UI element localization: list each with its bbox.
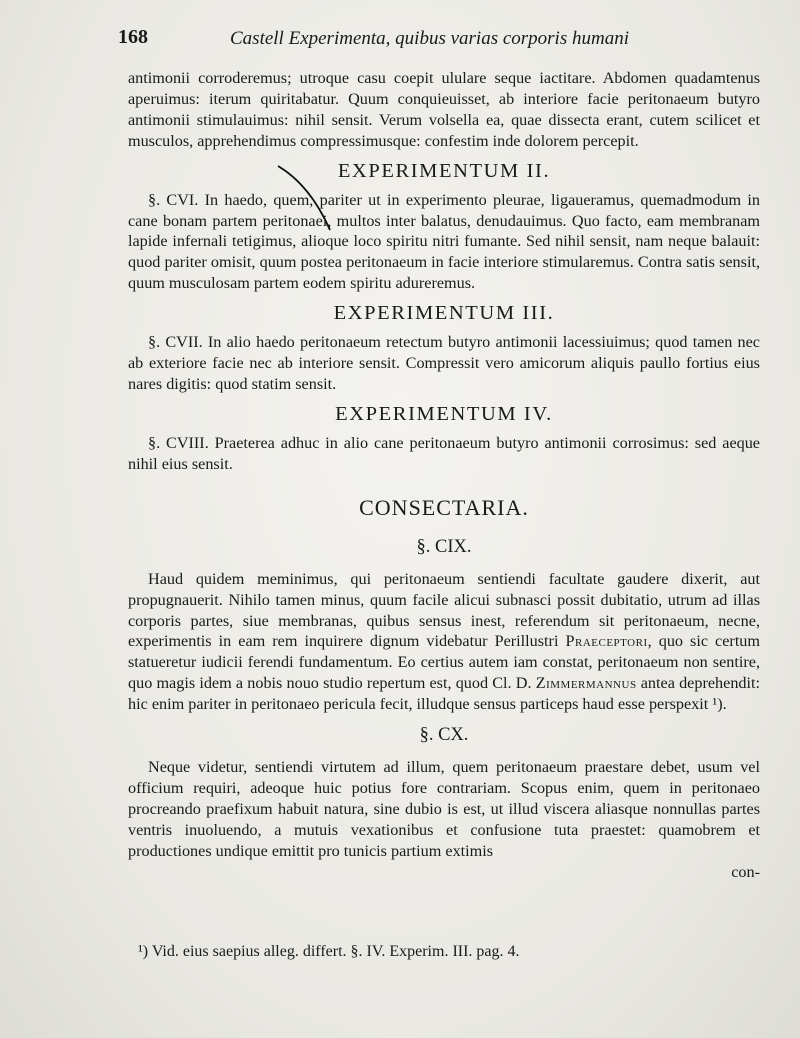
- paragraph-cx: Neque videtur, sentiendi virtutem ad illum, quem peritonaeum praestare debet, usum vel officium requiri, adeoque huic potius fore contrariam. Scopus enim, quem in peritonaeo procreando praefixum habuit natura, sine dubio is est, ut illud viscera aliasque nonnullas partes ventris inuoluendo, a mutuis vexationibus et confusione tuta praestet: quamobrem et productiones undique emittit pro tunicis partium extimis: [128, 758, 760, 860]
- running-title: Castell Experimenta, quibus varias corporis humani: [230, 28, 629, 49]
- paragraph-cvii: §. CVII. In alio haedo peritonaeum retectum butyro antimonii lacessiuimus; quod tamen nec ab exteriore facie nec ab interiore sensit. Compressit vero amicorum aliquis paullo fortius eius nares digitis: quod statim sensit.: [128, 333, 760, 393]
- catchword: con-: [731, 862, 760, 881]
- footnote: ¹) Vid. eius saepius alleg. differt. §. IV. Experim. III. pag. 4.: [138, 943, 520, 960]
- page-body: [128, 68, 760, 882]
- paragraph-cix-part2: , quo sic certum statueretur iudicii ferendi fundamentum. Eo certius autem iam constat, peritonaeum non sentire, quo magis idem a nobis nouo studio repertum est, quod Cl. D.: [128, 632, 760, 693]
- paragraph-cix-part1: Haud quidem meminimus, qui peritonaeum sentiendi facultate gaudere dixerit, aut propugnauerit. Nihilo tamen minus, quum facile alicui subnasci possit dubitatio, utrum ad illas corporis partes, siue membranas, quibus sensus inest, referendum sit peritonaeum, necne, experimentis in eam rem inquirere dignum videbatur Perillustri: [128, 569, 760, 651]
- paragraph-cix: [128, 569, 760, 715]
- heading-consectaria: CONSECTARIA.: [359, 494, 529, 520]
- page-number: 168: [118, 26, 148, 48]
- paragraph-cviii: §. CVIII. Praeterea adhuc in alio cane peritonaeum butyro antimonii corrosimus: sed aeque nihil eius sensit.: [128, 433, 760, 473]
- paragraph-continued: antimonii corroderemus; utroque casu coepit ululare seque iactitare. Abdomen quadamtenus aperuimus: iterum quiritabatur. Quum conquieuisset, ab interiore facie peritonaeum butyro antimonii stimulauimus: nihil sensit. Verum volsella ea, quae dissecta erant, cutem scilicet et musculos, apprehendimus compressimusque: confestim inde dolorem percepit.: [128, 69, 760, 150]
- page-header: [118, 26, 758, 56]
- praeceptori-smallcaps: Praeceptori: [565, 632, 648, 651]
- paragraph-cix-part3: antea deprehendit: hic enim pariter in peritonaeo pericula fecit, illudque sensus particeps haud esse perspexit ¹).: [128, 674, 760, 714]
- zimmermannus-smallcaps: Zimmermannus: [535, 674, 637, 693]
- heading-experimentum-4: EXPERIMENTUM IV.: [335, 402, 553, 425]
- section-cix: §. CIX.: [416, 536, 472, 557]
- heading-experimentum-3: EXPERIMENTUM III.: [333, 302, 555, 325]
- heading-experimentum-2: EXPERIMENTUM II.: [337, 159, 551, 182]
- paragraph-cvi: §. CVI. In haedo, quem, pariter ut in experimento pleurae, ligaueramus, quemadmodum in cane bonam partem peritonaei, multos inter balatus, denudauimus. Quo facto, eam membranam lapide infernali tetigimus, alioque loco spiritu nitri fumante. Sed nihil sensit, nam neque balauit: quod pariter omisit, quum postea peritonaeum in facie interiore stimularemus. Contra satis sensit, quum musculosam partem eodem spiritu adureremus.: [128, 190, 760, 293]
- section-cx: §. CX.: [419, 725, 469, 746]
